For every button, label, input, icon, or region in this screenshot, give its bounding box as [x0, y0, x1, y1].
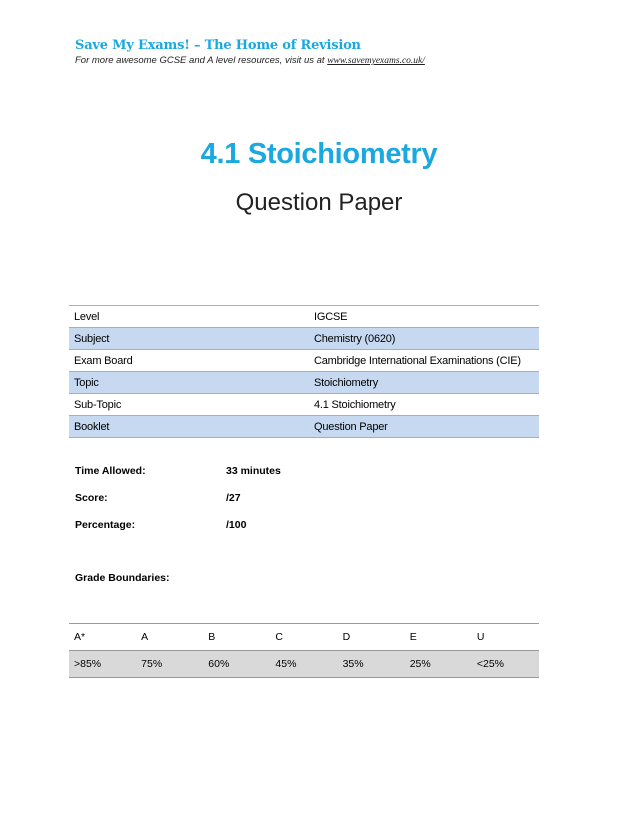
time-allowed-label: Time Allowed:	[75, 465, 146, 477]
grade-cell: E	[405, 624, 472, 651]
info-row-booklet	[69, 416, 539, 438]
score-label: Score:	[75, 492, 108, 504]
grade-cell: C	[270, 624, 337, 651]
info-value: IGCSE	[309, 306, 539, 328]
info-row-exam-board	[69, 350, 539, 372]
header-tagline	[75, 55, 425, 66]
info-label: Sub-Topic	[69, 394, 309, 416]
threshold-cell: 25%	[405, 651, 472, 678]
info-value: Chemistry (0620)	[309, 328, 539, 350]
document-title: 4.1 Stoichiometry	[200, 138, 438, 170]
info-row-level	[69, 306, 539, 328]
grade-cell: A*	[69, 624, 136, 651]
header-brand: Save My Exams! – The Home of Revision	[75, 38, 361, 53]
info-value: Question Paper	[309, 416, 539, 438]
tagline-text: For more awesome GCSE and A level resources, visit us at	[75, 55, 328, 66]
info-label: Exam Board	[69, 350, 309, 372]
document-subtitle: Question Paper	[235, 189, 403, 216]
percentage-value: /100	[226, 519, 247, 531]
grade-boundaries-label: Grade Boundaries:	[75, 572, 170, 584]
percentage-label: Percentage:	[75, 519, 136, 531]
threshold-cell: <25%	[472, 651, 539, 678]
info-row-subject	[69, 328, 539, 350]
time-allowed-row	[75, 465, 281, 477]
grade-boundaries-heading	[75, 572, 170, 584]
threshold-cell: 45%	[270, 651, 337, 678]
info-label: Topic	[69, 372, 309, 394]
grade-cell: A	[136, 624, 203, 651]
grade-cell: D	[338, 624, 405, 651]
info-value: Cambridge International Examinations (CIE)	[309, 350, 539, 372]
grade-cell: B	[203, 624, 270, 651]
info-row-topic	[69, 372, 539, 394]
threshold-cell: 35%	[338, 651, 405, 678]
percentage-row	[75, 519, 247, 531]
grade-row	[69, 624, 539, 651]
time-allowed-value: 33 minutes	[226, 465, 281, 477]
info-row-sub-topic	[69, 394, 539, 416]
threshold-row	[69, 651, 539, 678]
threshold-cell: >85%	[69, 651, 136, 678]
threshold-cell: 60%	[203, 651, 270, 678]
score-value: /27	[226, 492, 241, 504]
info-label: Level	[69, 306, 309, 328]
score-row	[75, 492, 241, 504]
info-table	[69, 305, 539, 438]
grade-boundaries-table	[69, 623, 539, 678]
info-value: 4.1 Stoichiometry	[309, 394, 539, 416]
info-label: Booklet	[69, 416, 309, 438]
info-value: Stoichiometry	[309, 372, 539, 394]
info-label: Subject	[69, 328, 309, 350]
grade-cell: U	[472, 624, 539, 651]
website-link[interactable]: www.savemyexams.co.uk/	[327, 56, 425, 66]
threshold-cell: 75%	[136, 651, 203, 678]
